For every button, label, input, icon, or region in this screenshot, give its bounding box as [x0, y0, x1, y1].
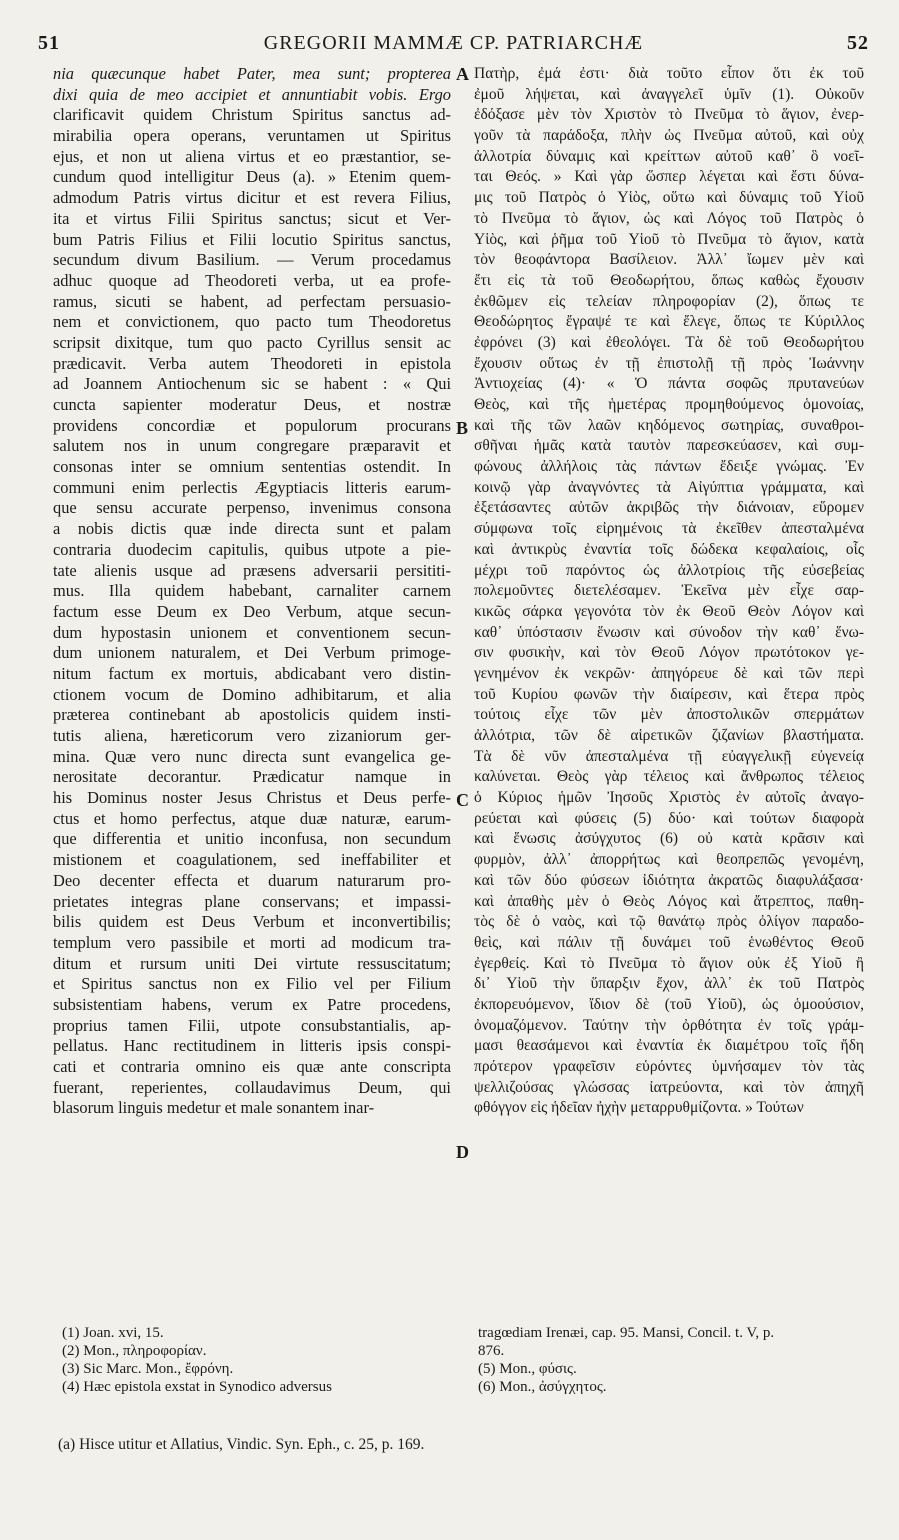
latin-text-line: præterea continebant ab apostolicis quidem insti- — [53, 705, 451, 725]
greek-text-line: ψελλιζούσας γλώσσας ἰατρεύοντα, καὶ τὸν ἀπηχῆ — [474, 1078, 864, 1096]
greek-text-line: δι᾽ Υἱοῦ τὴν ὕπαρξιν ἔχον, ἀλλ᾽ ἐκ τοῦ Πατρὸς — [474, 975, 864, 993]
latin-column — [53, 64, 451, 1304]
latin-text-line: secundum divum Basilium. — Verum procedamus — [53, 250, 451, 270]
greek-text-line: Ἀντιοχείας (4)· « Ὁ πάντα σοφῶς πρυτανεύων — [474, 375, 864, 393]
latin-text-line: nitum factum ex mortuis, abdicabant vero distin- — [53, 663, 451, 683]
greek-text-line: Πατὴρ, ἐμά ἐστι· διὰ τοῦτο εἶπον ὅτι ἐκ τοῦ — [474, 65, 864, 82]
latin-text-line: contraria duodecim capitulis, quibus utpote a pie- — [53, 539, 451, 559]
latin-text-line: his Dominus noster Jesus Christus et Deus perfe- — [53, 788, 451, 808]
section-marker-c: C — [456, 790, 469, 810]
greek-text-line: μις τοῦ Πατρὸς ὁ Υἱὸς, οὕτω καὶ δύναμις τοῦ Υἱοῦ — [474, 189, 864, 207]
page-number-left: 51 — [38, 32, 60, 54]
footnote: tragœdiam Irenæi, cap. 95. Mansi, Concil. t. V, p. — [478, 1325, 775, 1341]
greek-text-line: ἔχουσιν οὕτως ἐν τῇ ἐπιστολῇ τῇ πρὸς Ἰωάννην — [474, 354, 864, 372]
greek-text-line: γοῦν τὰ παράδοξα, πλὴν ὡς Πνεῦμα αὐτοῦ, καὶ οὐχ — [474, 127, 864, 145]
greek-text-line: ἐφρόνει (3) καὶ ἐθεολόγει. Τὰ δὲ τοῦ Θεοδωρήτου — [474, 333, 864, 351]
greek-text-line: ρεύεται καὶ φύσεις (5) δύο· καὶ τούτων διαφορὰ — [474, 809, 864, 827]
greek-text-line: ἀλλότρια, τῶν δὲ αἱρετικῶν ζιζανίων βλαστήματα. — [474, 727, 864, 744]
latin-text-line: que differentia et unitio inconfusa, non secundum — [53, 829, 451, 849]
editor-footnote: (a) Hisce utitur et Allatius, Vindic. Syn. Eph., c. 25, p. 169. — [58, 1436, 425, 1453]
latin-text-line: ad Joannem Antiochenum sic se habent : « Qui — [53, 374, 451, 394]
latin-text-line: templum vero passibile et morti ad modicum tra- — [53, 932, 451, 952]
greek-text-line: καλύνεται. Θεὸς γὰρ τέλειος καὶ ἄνθρωπος τέλειος — [474, 768, 864, 786]
latin-text-line: adhuc quoque ad Theodoreti verba, ut ea profe- — [53, 270, 451, 290]
greek-text-line: Υἱὸς, καὶ ῥῆμα τοῦ Υἱοῦ τὸ Πνεῦμα τὸ ἅγιον, κατὰ — [474, 230, 864, 248]
footnote: (4) Hæc epistola exstat in Synodico adversus — [62, 1379, 332, 1395]
greek-text-line: ται Θεός. » Καὶ γὰρ ὥσπερ λέγεται καὶ ἔστι δύνα- — [474, 168, 864, 186]
greek-text-line: καθ᾽ ὑπόστασιν ἕνωσιν καὶ σύνοδον τὴν καθ᾽ ἕνω- — [474, 623, 864, 641]
latin-text-line: pellatus. Hanc rectitudinem in litteris ipsis conspi- — [53, 1036, 451, 1056]
latin-text-line: cundum quod intelligitur Deus (a). » Etenim quem- — [53, 167, 451, 187]
greek-text-line: κοινῷ γὰρ ἀναγνόντες τὰ Αἰγύπτια γράμματα, καὶ — [474, 478, 864, 496]
greek-text-line: σιν φυσικὴν, καὶ τὸν Θεοῦ Λόγον πρωτότοκον γε- — [474, 644, 864, 662]
latin-text-line: dum unionem naturalem, et Dei Verbum primoge- — [53, 643, 451, 663]
latin-text-line: et Spiritus sanctus non ex Filio vel per Filium — [53, 974, 451, 994]
latin-text-line: ramus, sicuti se habent, ad perfectam persuasio- — [53, 291, 451, 311]
greek-text-line: ἐξετάσαντες αὐτῶν ἀκριβῶς τὴν διάνοιαν, εὕρομεν — [474, 499, 864, 517]
latin-text-line: cati et contraria omnino eis quæ ante conscripta — [53, 1057, 451, 1076]
greek-text-line: κικῶς σάρκα γεγονότα τὸν ἐκ Θεοῦ Θεὸν Λόγον καὶ — [474, 602, 864, 620]
greek-text-line: ἀλλοτρία δύναμις καὶ κρείττων αὐτοῦ καθ᾽ ὃ νοεῖ- — [474, 147, 864, 165]
footnotes-right — [478, 1324, 873, 1396]
footnote: (6) Mon., ἀσύγχητος. — [478, 1379, 607, 1395]
latin-text-line: mistionem et coagulationem, sed ineffabiliter et — [53, 850, 451, 870]
footnote: (1) Joan. xvi, 15. — [62, 1325, 164, 1341]
footnote: (2) Mon., πληροφορίαν. — [62, 1343, 207, 1359]
greek-text-line: ἔτι εἰς τὰ τοῦ Θεοδωρήτου, ὅπως καθὼς ἔχουσιν — [474, 271, 864, 289]
greek-text-line: τὸ Πνεῦμα τὸ ἅγιον, ὡς καὶ Λόγος τοῦ Πατρὸς ὁ — [474, 209, 864, 227]
latin-text-line: prædicavit. Verba autem Theodoreti in epistola — [53, 353, 451, 373]
latin-text-line: cuncta sapienter moderatur Deus, et nostræ — [53, 395, 451, 414]
latin-text-line: consonas inter se omnium sententias ostendit. In — [53, 457, 451, 477]
greek-text-line: Θεοδώρητος ἔγραψέ τε καὶ ἔλεγε, ὅπως τε Κύριλλος — [474, 313, 864, 331]
greek-text-line: καὶ ἕνωσις ἀσύγχυτος (6) οὐ κατὰ κρᾶσιν καὶ — [474, 830, 864, 848]
latin-text-line: a nobis dictis quæ inde directa sunt et palam — [53, 519, 451, 539]
section-marker-a: A — [456, 64, 469, 84]
greek-text-line: ὀνομαζόμενον. Ταύτην τὴν ὀρθότητα ἐν τοῖς γράμ- — [474, 1016, 864, 1034]
greek-text-line: φθόγγον εἰς ἡδεῖαν ἠχὴν μεταρρυθμίζοντα. » Τούτων — [474, 1099, 804, 1117]
section-marker-b: B — [456, 418, 469, 438]
greek-text-line: θεὶς, καὶ πάλιν τῇ δυνάμει τοῦ ἑνωθέντος Θεοῦ — [474, 933, 864, 951]
latin-text-line: tate alienis usque ad præsens adversarii persititi- — [53, 560, 451, 580]
latin-text-line: blasorum linguis medetur et male sonantem inar- — [53, 1098, 375, 1118]
latin-text-line: salutem nos in unum congregare præparavit et — [53, 436, 451, 456]
latin-text-line: bilis quidem est Deus Verbum et inconvertibilis; — [53, 912, 451, 932]
greek-text-line: καὶ τῶν δύο φύσεων ἰδιότητα ἀκρατῶς διαφυλάξασα· — [474, 871, 864, 889]
greek-text-line: πολεμοῦντες διετελέσαμεν. Ἐκεῖνα μὲν εἶχε σαρ- — [474, 582, 864, 600]
latin-text-line: providens concordiæ et populorum procurans — [53, 415, 451, 435]
latin-text-line: mina. Quæ vero nunc directa sunt evangelica ge- — [53, 746, 451, 766]
latin-text-line: que sensu accurate perpenso, invenimus consona — [53, 498, 451, 518]
section-marker-d: D — [456, 1142, 469, 1162]
latin-text-line: bum Patris Filius et Filii locutio Spiritus sanctus, — [53, 229, 451, 249]
greek-text-line: καὶ τῆς τῶν λαῶν κηδόμενος σωτηρίας, συναθροι- — [474, 416, 864, 434]
greek-text-line: μασι θεασάμενοι καὶ ἐναντία ἐκ διαμέτρου τοῖς ἤδη — [474, 1037, 864, 1055]
latin-text-line: ita et virtus Filii Spiritus sanctus; sicut et Ver- — [53, 208, 451, 228]
latin-text-line: communi enim perlectis Ægyptiacis litteris earum- — [53, 477, 451, 497]
latin-text-line: ditum et rursum uniti Dei virtute ressuscitatum; — [53, 953, 451, 973]
latin-text-line: dum hypostasin unionem et conventionem secun- — [53, 622, 451, 642]
latin-text-line: nia quæcunque habet Pater, mea sunt; propterea — [53, 64, 451, 83]
greek-text-line: τὸς δὲ ὁ ναὸς, καὶ τῷ θανάτῳ πρὸς ὀλίγον παραδο- — [474, 913, 864, 931]
greek-text-line: ἐγερθείς. Καὶ τὸ Πνεῦμα τὸ ἅγιον οὐκ ἐξ Υἱοῦ ἢ — [474, 954, 864, 972]
greek-text-line: σύμφωνα τοῖς εἰρημένοις τὰ ἐκεῖθεν ἀπεσταλμένα — [474, 520, 864, 538]
page-header — [38, 32, 869, 62]
latin-text-line: ctus et homo perfectus, atque duæ naturæ, earum- — [53, 808, 451, 828]
latin-text-line: ejus, et non ut aliena virtus et eo præstantior, se- — [53, 146, 451, 166]
footnote: 876. — [478, 1343, 505, 1359]
greek-text-line: μέχρι τοῦ παρόντος ὡς ἀλλοτρίοις τῆς εὐσεβείας — [474, 561, 864, 579]
greek-text-line: ἐδόξασε μὲν τὸν Χριστὸν τὸ Πνεῦμα τὸ ἅγιον, ἐνερ- — [474, 106, 864, 124]
latin-text-line: mus. Illa quidem habebant, carnaliter carnem — [53, 581, 451, 601]
footnotes-left — [62, 1324, 457, 1396]
running-title: GREGORII MAMMÆ CP. PATRIARCHÆ — [263, 32, 644, 54]
greek-text-line: ἐκπορευόμενον, ἴδιον δὲ (τοῦ Υἱοῦ), ὡς ὁμοούσιον, — [474, 995, 864, 1013]
greek-text-line: ὁ Κύριος ἡμῶν Ἰησοῦς Χριστὸς ἐν αὐτοῖς ἀναγο- — [474, 789, 864, 807]
greek-text-line: τούτοις εἶχε τῶν μὲν ἀποστολικῶν σπερμάτων — [474, 706, 864, 724]
greek-text-line: τοῦ Κυρίου φωνῶν τὴν διαίρεσιν, καὶ ἕτερα πρὸς — [474, 685, 864, 703]
latin-text-line: scripsit dixitque, tum quo pacto Cyrillus sensit ac — [53, 332, 451, 352]
latin-text-line: fuerant, reperientes, collaudavimus Deum, qui — [53, 1077, 451, 1097]
latin-text-line: proprius tamen Filii, utpote consubstantialis, ap- — [53, 1015, 451, 1035]
greek-column — [474, 64, 864, 1304]
latin-text-line: clarificavit quidem Christum Spiritus sanctus ad- — [53, 105, 451, 125]
greek-text-line: τὸν θεοφάντορα Βασίλειον. Ἀλλ᾽ ἴωμεν μὲν καὶ — [474, 251, 864, 269]
latin-text-line: Deo decenter effecta et duarum naturarum pro- — [53, 870, 451, 890]
footnote: (3) Sic Marc. Mon., ἔφρόνη. — [62, 1361, 234, 1377]
greek-text-line: Θεὸς, καὶ τῆς ἡμετέρας προμηθούμενος ὁμονοίας, — [474, 396, 864, 413]
greek-text-line: καὶ ἀντικρὺς ἐναντία τοῖς δώδεκα κεφαλαίοις, οἷς — [474, 540, 864, 558]
footnote: (5) Mon., φύσις. — [478, 1361, 577, 1377]
greek-text-line: σθῆναι ἡμᾶς κατὰ ταυτὸν παρεσκεύασεν, καὶ συμ- — [474, 437, 864, 455]
latin-text-line: admodum Patris virtus dicitur et est revera Filius, — [53, 188, 451, 208]
greek-text-line: ἐμοῦ λήψεται, καὶ ἀναγγελεῖ ὑμῖν (1). Οὐκοῦν — [474, 85, 864, 103]
page-number-right: 52 — [847, 32, 869, 54]
latin-text-line: factum esse Deum ex Deo Verbum, atque secun- — [53, 601, 451, 621]
latin-text-line: ctionem vocum de Domino adhibitarum, et alia — [53, 684, 451, 704]
greek-text-line: καὶ ἀπαθὴς μὲν ὁ Θεὸς Λόγος καὶ ἄτρεπτος, παθη- — [474, 892, 864, 910]
greek-text-line: φυρμὸν, ἀλλ᾽ ἀπορρήτως καὶ θεοπρεπῶς γενομένη, — [474, 851, 864, 869]
latin-text-line: tutis aliena, hæreticorum vero zizaniorum ger- — [53, 726, 451, 745]
greek-text-line: ἐκθῶμεν εἰς τελείαν πληροφορίαν (2), ὅπως τε — [474, 292, 864, 310]
greek-text-line: πρότερον γραφεῖσιν εὑρόντες ὑμνήσαμεν τὸν τὰς — [474, 1058, 864, 1075]
latin-text-line: prietates integras plane conservans; et impassi- — [53, 891, 451, 911]
latin-text-line: mirabilia opera operans, veruntamen ut Spiritus — [53, 126, 451, 146]
greek-text-line: γενημένον ἐκ νεκρῶν· ἀπηγόρευε δὲ καὶ τῶν περὶ — [474, 664, 864, 682]
latin-text-line: dixi quia de meo accipiet et annuntiabit vobis. Ergo — [53, 84, 451, 104]
latin-text-line: nerositate decorantur. Prædicatur namque in — [53, 767, 451, 787]
latin-text-line: nem et convictionem, quo pacto tum Theodoretus — [53, 312, 451, 332]
greek-text-line: Τὰ δὲ νῦν ἀπεσταλμένα τῇ εὐαγγελικῇ εὐγενείᾳ — [474, 747, 864, 765]
latin-text-line: subsistentiam habens, verum ex Patre procedens, — [53, 994, 451, 1014]
greek-text-line: φώνους ἀλλήλοις τὰς πάντων ἔδειξε γνώμας. Ἐν — [474, 458, 864, 476]
